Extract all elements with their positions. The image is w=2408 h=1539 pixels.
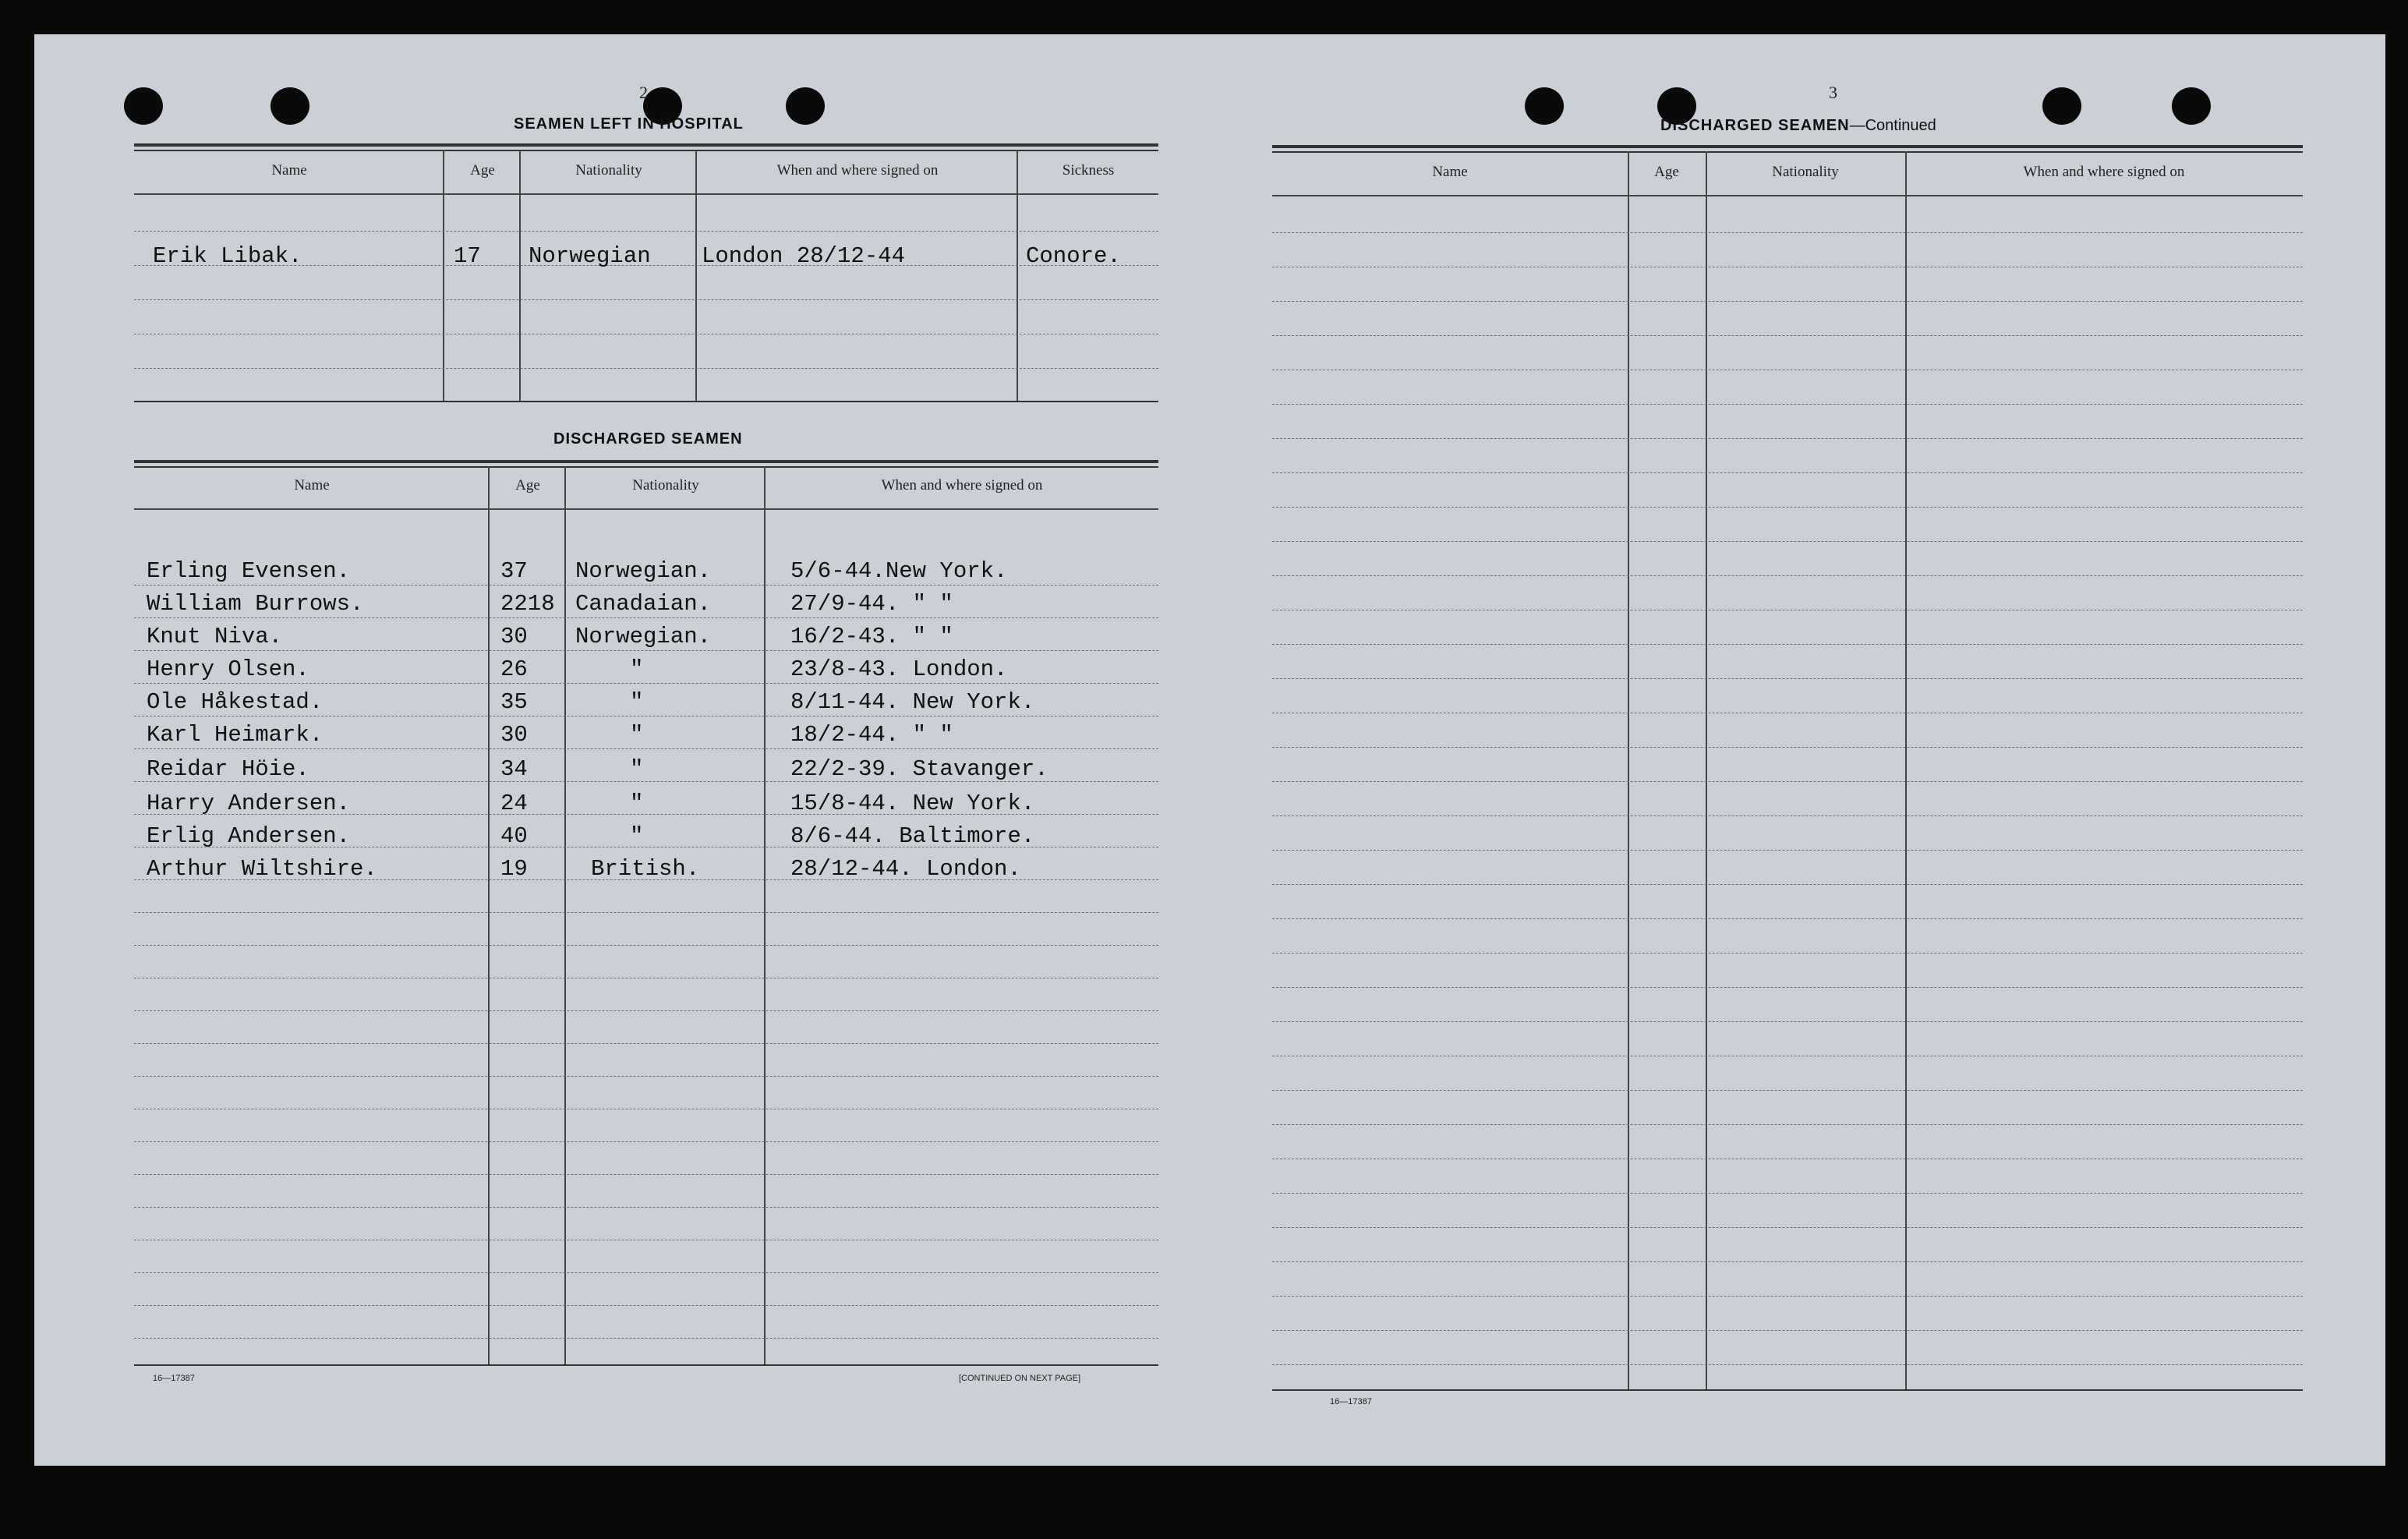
page-number: 2 xyxy=(639,83,648,102)
header-age: Age xyxy=(470,162,495,179)
cell-signed-on: 22/2-39. Stavanger. xyxy=(790,756,1048,782)
cell-signed-on: London 28/12-44 xyxy=(702,243,906,269)
cell-age: 35 xyxy=(500,689,528,715)
header-age: Age xyxy=(1654,164,1679,180)
cell-age: 37 xyxy=(500,558,528,584)
cell-signed-on: 23/8-43. London. xyxy=(790,656,1008,682)
header-signed-on: When and where signed on xyxy=(776,162,939,179)
header-nationality: Nationality xyxy=(575,162,642,179)
cell-age: 40 xyxy=(500,823,528,849)
cell-signed-on: 27/9-44. " " xyxy=(790,591,953,617)
cell-signed-on: 18/2-44. " " xyxy=(790,722,953,748)
cell-age: 26 xyxy=(500,656,528,682)
left-page xyxy=(97,34,1157,1466)
cell-signed-on: 16/2-43. " " xyxy=(790,624,953,649)
cell-nationality: " xyxy=(630,656,644,682)
cell-name: Karl Heimark. xyxy=(147,722,324,748)
cell-age: 24 xyxy=(500,791,528,816)
cell-name: Erik Libak. xyxy=(153,243,302,269)
title-text: DISCHARGED SEAMEN xyxy=(1660,117,1850,134)
cell-nationality: " xyxy=(630,689,644,715)
discharged-section-title: DISCHARGED SEAMEN xyxy=(553,430,743,448)
form-number: 16—17387 xyxy=(153,1374,195,1383)
cell-nationality: Canadaian. xyxy=(575,591,712,617)
header-name: Name xyxy=(294,477,330,494)
cell-nationality: " xyxy=(630,756,644,782)
cell-nationality: " xyxy=(630,722,644,748)
cell-name: Erling Evensen. xyxy=(147,558,351,584)
cell-signed-on: 15/8-44. New York. xyxy=(790,791,1035,816)
header-age: Age xyxy=(515,477,540,494)
discharged-continued-title xyxy=(1660,117,1936,135)
header-name: Name xyxy=(1432,164,1468,180)
cell-age: 30 xyxy=(500,624,528,649)
form-number: 16—17387 xyxy=(1330,1397,1372,1406)
cell-age: 2218 xyxy=(500,591,555,617)
right-page xyxy=(1274,34,2334,1466)
discharged-continued-table xyxy=(1272,145,2303,1392)
header-nationality: Nationality xyxy=(632,477,699,494)
cell-name: Knut Niva. xyxy=(147,624,283,649)
cell-nationality: British. xyxy=(591,856,700,882)
cell-signed-on: 5/6-44.New York. xyxy=(790,558,1008,584)
title-suffix: —Continued xyxy=(1849,117,1936,134)
header-sickness: Sickness xyxy=(1062,162,1115,179)
cell-name: Arthur Wiltshire. xyxy=(147,856,377,882)
cell-age: 17 xyxy=(454,243,481,269)
cell-name: Harry Andersen. xyxy=(147,791,351,816)
cell-name: William Burrows. xyxy=(147,591,364,617)
cell-nationality: " xyxy=(630,823,644,849)
page-number: 3 xyxy=(1829,83,1837,102)
cell-age: 30 xyxy=(500,722,528,748)
hospital-table xyxy=(134,143,1158,440)
cell-name: Henry Olsen. xyxy=(147,656,309,682)
cell-signed-on: 8/11-44. New York. xyxy=(790,689,1035,715)
hospital-section-title: SEAMEN LEFT IN HOSPITAL xyxy=(514,115,744,133)
cell-name: Ole Håkestad. xyxy=(147,689,324,715)
cell-name: Erlig Andersen. xyxy=(147,823,351,849)
cell-signed-on: 28/12-44. London. xyxy=(790,856,1021,882)
header-signed-on: When and where signed on xyxy=(881,477,1043,494)
cell-nationality: " xyxy=(630,791,644,816)
cell-age: 19 xyxy=(500,856,528,882)
header-signed-on: When and where signed on xyxy=(2023,164,2185,180)
discharged-table xyxy=(134,460,1158,1411)
cell-nationality: Norwegian. xyxy=(575,624,712,649)
cell-age: 34 xyxy=(500,756,528,782)
header-nationality: Nationality xyxy=(1772,164,1839,180)
document-sheet xyxy=(34,34,2385,1466)
continued-note: [CONTINUED ON NEXT PAGE] xyxy=(959,1374,1081,1383)
cell-name: Reidar Höie. xyxy=(147,756,309,782)
cell-sickness: Conore. xyxy=(1026,243,1121,269)
cell-nationality: Norwegian. xyxy=(575,558,712,584)
cell-nationality: Norwegian xyxy=(529,243,651,269)
cell-signed-on: 8/6-44. Baltimore. xyxy=(790,823,1035,849)
header-name: Name xyxy=(271,162,307,179)
